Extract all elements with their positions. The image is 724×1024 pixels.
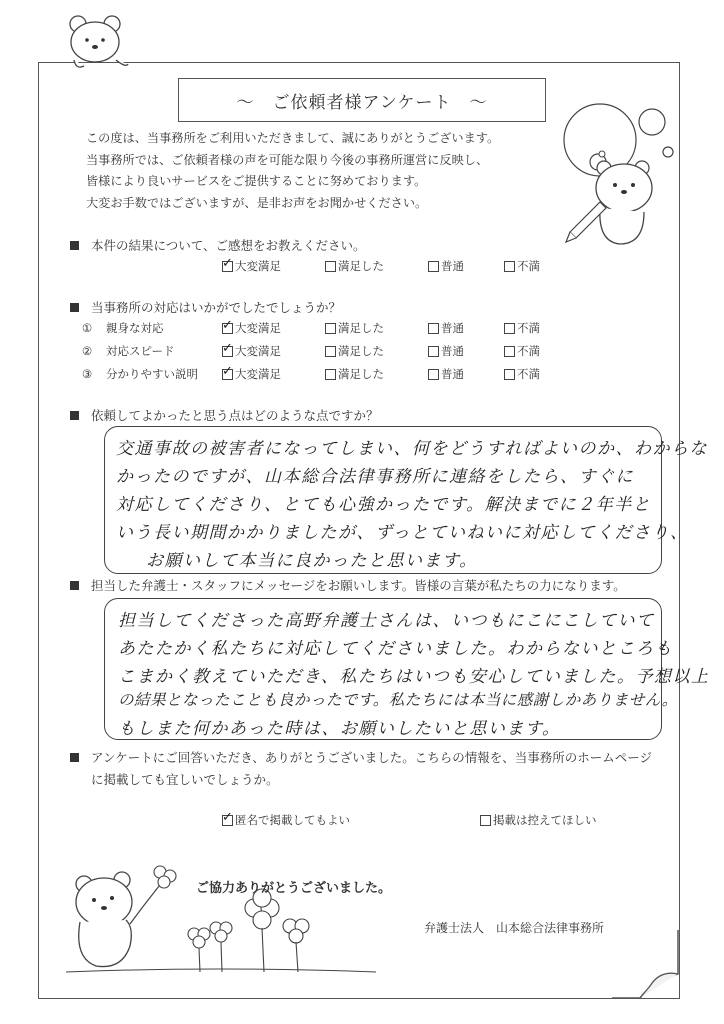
handwritten-line: かったのですが、山本総合法律事務所に連絡をしたら、すぐに [116, 467, 634, 487]
item-label: 対応スピード [106, 344, 175, 358]
q1-option-satisfied[interactable] [325, 258, 384, 274]
question-3-text: 依頼してよかったと思う点はどのような点ですか？ [91, 408, 379, 423]
question-5-text: に掲載しても宜しいでしょうか。 [91, 772, 279, 787]
checkbox-icon[interactable] [504, 323, 515, 334]
office-name: 弁護士法人 山本総合法律事務所 [424, 921, 605, 935]
checkbox-icon[interactable] [428, 369, 439, 380]
checkbox-icon[interactable] [325, 369, 336, 380]
q1-option-very-satisfied[interactable] [222, 258, 281, 274]
question-1-text: 本件の結果について、ご感想をお教えください。 [91, 238, 366, 253]
checkbox-icon[interactable] [504, 261, 515, 272]
checkbox-icon[interactable] [428, 346, 439, 357]
checkbox-icon[interactable] [325, 323, 336, 334]
checkbox-checked-icon[interactable] [222, 323, 233, 334]
item-number: ② [81, 344, 93, 358]
intro-line: この度は、当事務所をご利用いただきまして、誠にありがとうございます。 [86, 131, 500, 145]
q2-1-option-dissatisfied[interactable] [504, 320, 540, 336]
question-5-cont [91, 770, 279, 788]
q2-1-option-satisfied[interactable] [325, 320, 384, 336]
q5-option-anonymous-ok[interactable] [222, 812, 350, 828]
question-5-text: アンケートにご回答いただき、ありがとうございました。こちらの情報を、当事務所のホームページ [91, 750, 653, 765]
option-label: 満足した [338, 259, 384, 273]
option-label: 不満 [517, 344, 540, 358]
question-3 [70, 406, 379, 424]
question-2-text: 当事務所の対応はいかがでしたでしょうか？ [91, 300, 342, 315]
checkbox-checked-icon[interactable] [222, 815, 233, 826]
option-label: 大変満足 [235, 367, 281, 381]
q2-3-option-very-satisfied[interactable] [222, 366, 281, 382]
q5-option-decline[interactable] [480, 812, 597, 828]
bullet-square-icon [70, 581, 79, 590]
handwritten-line: 対応してくださり、とても心強かったです。解決までに２年半と [116, 495, 652, 515]
question-5 [70, 748, 652, 766]
q2-item-2 [76, 343, 175, 359]
q2-2-option-dissatisfied[interactable] [504, 343, 540, 359]
q2-3-option-dissatisfied[interactable] [504, 366, 540, 382]
item-number: ① [81, 321, 93, 335]
q2-3-option-satisfied[interactable] [325, 366, 384, 382]
handwritten-line: 担当してくださった高野弁護士さんは、いつもにこにこしていて [118, 611, 655, 631]
option-label: 普通 [441, 367, 464, 381]
option-label: 不満 [517, 367, 540, 381]
question-4-text: 担当した弁護士・スタッフにメッセージをお願いします。皆様の言葉が私たちの力になります。 [91, 578, 626, 593]
option-label: 不満 [517, 321, 540, 335]
q2-2-option-normal[interactable] [428, 343, 464, 359]
question-2 [70, 298, 341, 316]
option-label: 満足した [338, 344, 384, 358]
checkbox-icon[interactable] [504, 369, 515, 380]
q2-2-option-satisfied[interactable] [325, 343, 384, 359]
intro-line: 当事務所では、ご依頼者様の声を可能な限り今後の事務所運営に反映し、 [86, 152, 489, 167]
q2-item-1 [76, 320, 164, 336]
checkbox-icon[interactable] [325, 261, 336, 272]
bullet-square-icon [70, 241, 79, 250]
handwritten-line: もしまた何かあった時は、お願いしたいと思います。 [118, 719, 561, 739]
option-label: 満足した [338, 367, 384, 381]
page-title: ～ ご依頼者様アンケート ～ [178, 78, 546, 122]
bullet-square-icon [70, 753, 79, 762]
handwritten-line: 交通事故の被害者になってしまい、何をどうすればよいのか、わからな [116, 439, 708, 459]
intro-text [86, 128, 499, 214]
folded-corner-icon [612, 930, 682, 1000]
option-label: 満足した [338, 321, 384, 335]
q1-option-normal[interactable] [428, 258, 464, 274]
checkbox-icon[interactable] [504, 346, 515, 357]
q2-1-option-very-satisfied[interactable] [222, 320, 281, 336]
option-label: 大変満足 [235, 344, 281, 358]
option-label: 普通 [441, 321, 464, 335]
handwritten-line: の結果となったことも良かったです。私たちには本当に感謝しかありません。 [118, 691, 678, 709]
handwritten-line: お願いして本当に良かったと思います。 [146, 551, 478, 571]
q2-1-option-normal[interactable] [428, 320, 464, 336]
intro-line: 皆様により良いサービスをご提供することに努めております。 [86, 174, 427, 188]
question-4 [70, 576, 626, 594]
item-label: 分かりやすい説明 [106, 367, 198, 381]
bear-with-pencil-icon [540, 92, 690, 252]
bear-peeking-icon [66, 14, 132, 72]
handwritten-line: こまかく教えていただき、私たちはいつも安心していました。予想以上 [118, 667, 710, 687]
option-label: 匿名で掲載してもよい [235, 813, 350, 827]
item-number: ③ [81, 367, 93, 381]
item-label: 親身な対応 [106, 321, 164, 335]
q2-2-option-very-satisfied[interactable] [222, 343, 281, 359]
q1-option-dissatisfied[interactable] [504, 258, 540, 274]
checkbox-icon[interactable] [428, 261, 439, 272]
checkbox-icon[interactable] [480, 815, 491, 826]
option-label: 普通 [441, 259, 464, 273]
checkbox-icon[interactable] [325, 346, 336, 357]
handwritten-line: いう長い期間かかりましたが、ずっとていねいに対応してくださり、 [116, 523, 689, 543]
option-label: 大変満足 [235, 259, 281, 273]
option-label: 普通 [441, 344, 464, 358]
option-label: 掲載は控えてほしい [493, 813, 597, 827]
checkbox-checked-icon[interactable] [222, 346, 233, 357]
checkbox-checked-icon[interactable] [222, 369, 233, 380]
q2-3-option-normal[interactable] [428, 366, 464, 382]
checkbox-checked-icon[interactable] [222, 261, 233, 272]
checkbox-icon[interactable] [428, 323, 439, 334]
thanks-message: ご協力ありがとうございました。 [196, 881, 392, 896]
question-1 [70, 236, 366, 254]
bullet-square-icon [70, 303, 79, 312]
option-label: 大変満足 [235, 321, 281, 335]
handwritten-line: あたたかく私たちに対応してくださいました。わからないところも [118, 639, 673, 659]
q2-item-3 [76, 366, 198, 382]
option-label: 不満 [517, 259, 540, 273]
intro-line: 大変お手数ではございますが、是非お声をお聞かせください。 [86, 195, 428, 210]
bullet-square-icon [70, 411, 79, 420]
